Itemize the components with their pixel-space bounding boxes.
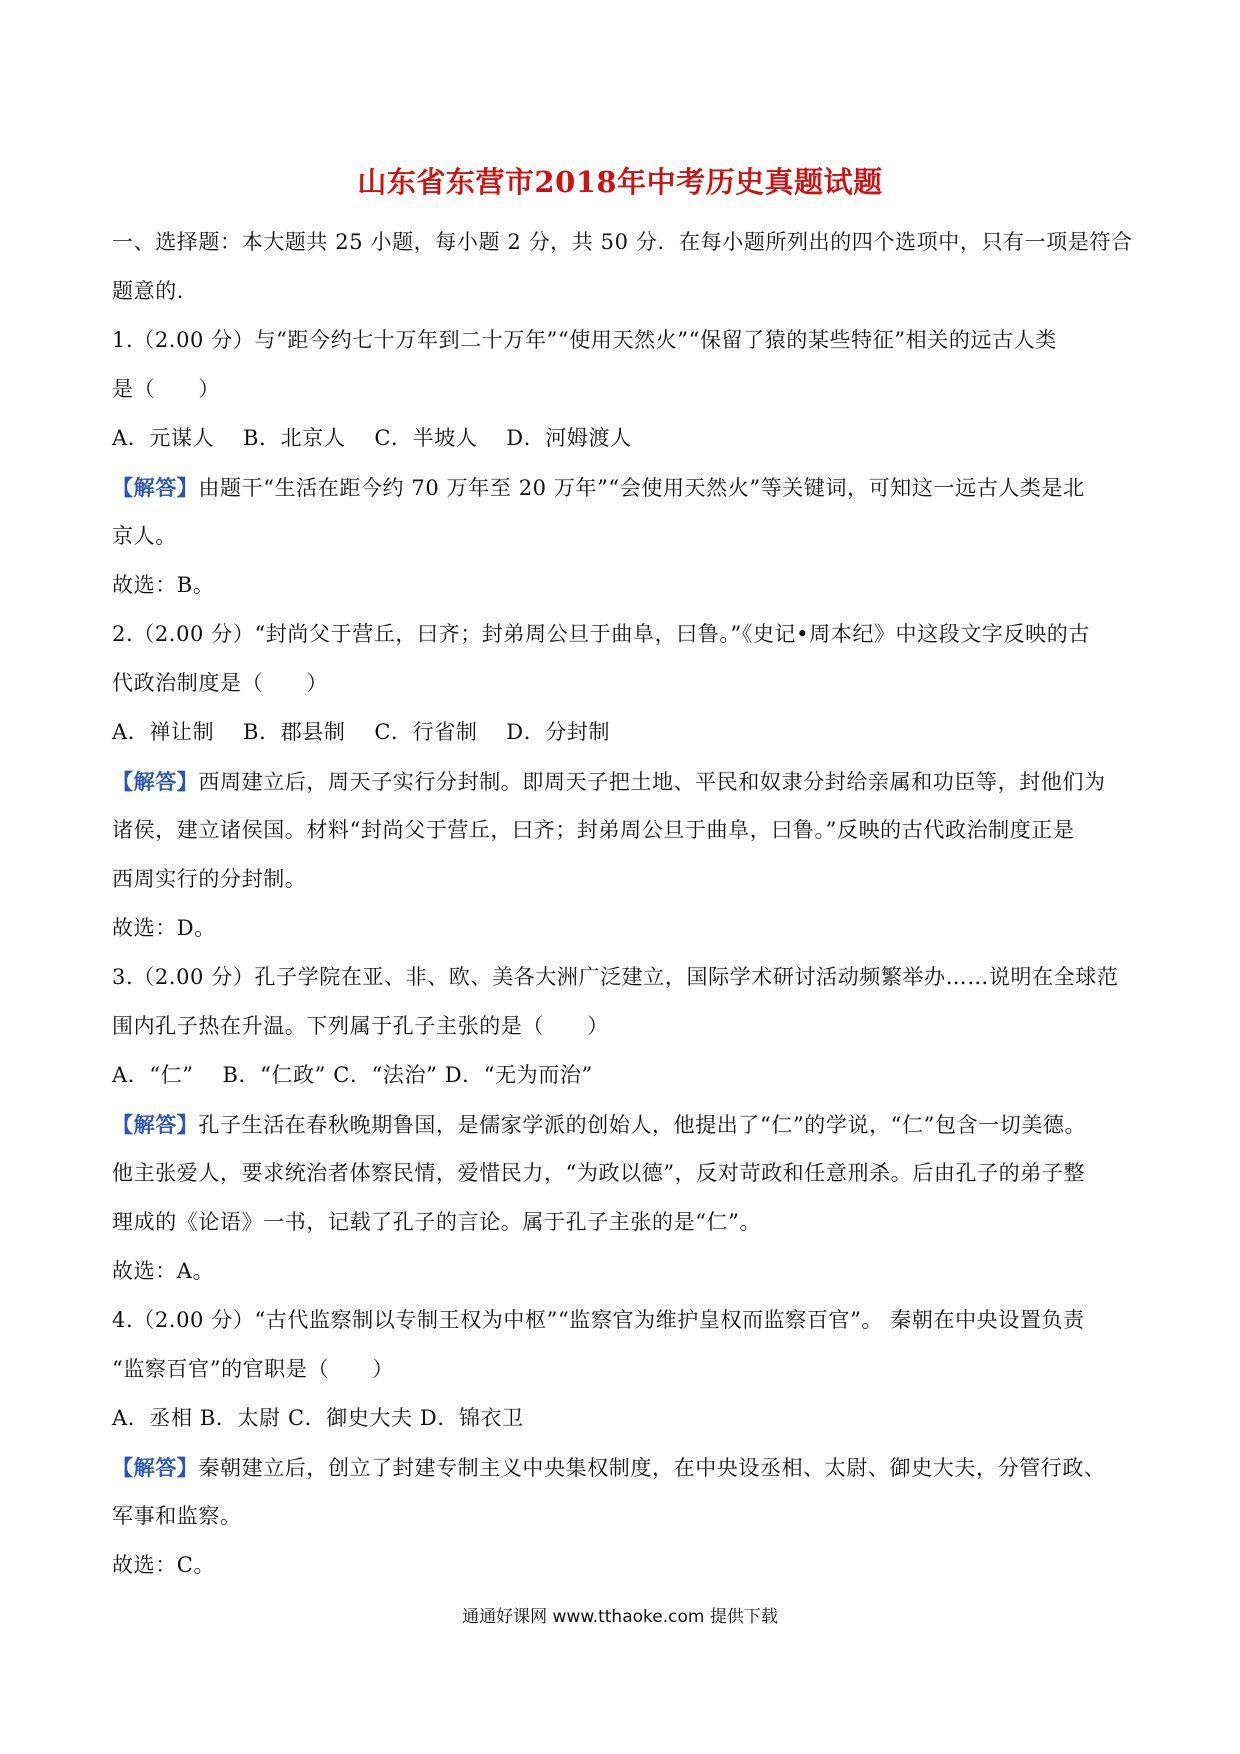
question-options: A．丞相 B．太尉 C．御史大夫 D．锦衣卫: [112, 1406, 524, 1430]
question-stem-line: 3.（2.00 分）孔子学院在亚、非、欧、美各大洲广泛建立，国际学术研讨活动频繁举办……说明在全球范: [112, 965, 1119, 989]
answer-choice: 故选：B。: [112, 573, 215, 597]
answer-text: 孔子生活在春秋晚期鲁国，是儒家学派的创始人，他提出了“仁”的学说，“仁”包含一切美德。: [198, 1113, 1087, 1137]
question-stem-line: 代政治制度是（ ）: [112, 671, 328, 695]
answer-text: 西周建立后，周天子实行分封制。即周天子把土地、平民和奴隶分封给亲属和功臣等，封他们为: [198, 770, 1106, 794]
question-stem-line: “监察百官”的官职是（ ）: [112, 1357, 394, 1381]
answer-tag: 【解答】: [112, 475, 199, 500]
page-title: 山东省东营市2018年中考历史真题试题: [357, 165, 883, 199]
answer-tag: 【解答】: [112, 1455, 199, 1480]
question-stem-line: 1.（2.00 分）与“距今约七十万年到二十万年”“使用天然火”“保留了猿的某些特征”相关的远古人类: [112, 328, 1057, 352]
question-stem-line: 4.（2.00 分）“古代监察制以专制王权为中枢”“监察官为维护皇权而监察百官”。 秦朝在中央设置负责: [112, 1308, 1085, 1332]
page-footer: 通通好课网 www.tthaoke.com 提供下载: [462, 1607, 778, 1627]
question-options: A．元谋人 B．北京人 C．半坡人 D．河姆渡人: [112, 426, 632, 450]
answer-line: [112, 1443, 1132, 1492]
answer-text: 由题干“生活在距今约 70 万年至 20 万年”“会使用天然火”等关键词，可知这一远古人类是北: [198, 476, 1085, 500]
question-options: A．“仁” B．“仁政” C．“法治” D．“无为而治”: [112, 1063, 593, 1087]
answer-line: 理成的《论语》一书，记载了孔子的言论。属于孔子主张的是“仁”。: [112, 1210, 762, 1234]
answer-line: 京人。: [112, 524, 177, 548]
answer-line: 他主张爱人，要求统治者体察民情，爱惜民力，“为政以德”，反对苛政和任意刑杀。后由孔子的弟子整: [112, 1161, 1086, 1185]
answer-tag: 【解答】: [112, 1112, 199, 1137]
section-intro-line: 一、选择题：本大题共 25 小题，每小题 2 分，共 50 分．在每小题所列出的四个选项中，只有一项是符合: [112, 230, 1133, 254]
answer-tag: 【解答】: [112, 769, 199, 794]
question-block: [112, 1296, 1132, 1590]
answer-choice: 故选：D。: [112, 916, 216, 940]
question-stem-line: 围内孔子热在升温。下列属于孔子主张的是（ ）: [112, 1014, 609, 1038]
answer-line: [112, 463, 1132, 512]
question-stem-line: 2.（2.00 分）“封尚父于营丘，曰齐；封弟周公旦于曲阜，曰鲁。”《史记•周本纪》中这段文字反映的古: [112, 622, 1090, 646]
question-stem-line: 是（ ）: [112, 377, 220, 401]
answer-line: [112, 1100, 1132, 1149]
question-block: [112, 610, 1132, 953]
question-block: [112, 953, 1132, 1296]
exam-content: [112, 218, 1132, 1590]
answer-choice: 故选：C。: [112, 1553, 216, 1577]
answer-text: 秦朝建立后，创立了封建专制主义中央集权制度，在中央设丞相、太尉、御史大夫，分管行政、: [198, 1456, 1106, 1480]
answer-line: 军事和监察。: [112, 1504, 242, 1528]
question-options: A．禅让制 B．郡县制 C．行省制 D．分封制: [112, 720, 611, 744]
section-intro-line: 题意的．: [112, 279, 199, 303]
answer-line: 西周实行的分封制。: [112, 867, 307, 891]
answer-line: [112, 757, 1132, 806]
question-block: [112, 316, 1132, 610]
answer-choice: 故选：A。: [112, 1259, 215, 1283]
answer-line: 诸侯，建立诸侯国。材料“封尚父于营丘，曰齐；封弟周公旦于曲阜，曰鲁。”反映的古代政治制度正是: [112, 818, 1075, 842]
